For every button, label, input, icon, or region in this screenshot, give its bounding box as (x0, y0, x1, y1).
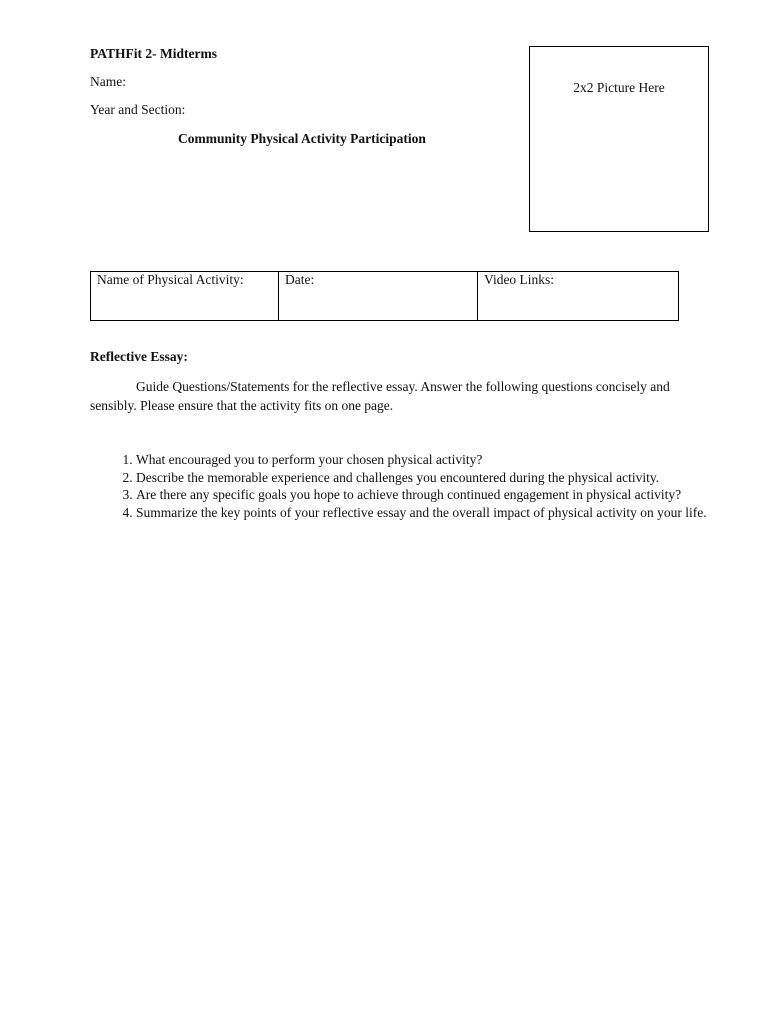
guide-paragraph: Guide Questions/Statements for the reflective essay. Answer the following questions concisely and sensibly. Please ensure that the activity fits on one page. (90, 379, 670, 413)
photo-placeholder-label: 2x2 Picture Here (573, 80, 665, 95)
list-item: 2. Describe the memorable experience and challenges you encountered during the physical activity. (136, 469, 726, 487)
activity-info-table (90, 271, 679, 321)
table-row (91, 272, 679, 321)
list-item: 3. Are there any specific goals you hope to achieve through continued engagement in physical activity? (136, 486, 726, 504)
reflective-essay-heading: Reflective Essay: (90, 349, 188, 364)
name-field-label: Name: (90, 74, 126, 89)
year-section-field-label: Year and Section: (90, 102, 186, 117)
activity-heading: Community Physical Activity Participation (178, 131, 426, 146)
activity-name-cell: Name of Physical Activity: (91, 272, 279, 321)
video-links-cell: Video Links: (478, 272, 679, 321)
guide-questions-list (90, 451, 726, 521)
date-cell: Date: (279, 272, 478, 321)
list-item: 1. What encouraged you to perform your chosen physical activity? (136, 451, 726, 469)
document-title: PATHFit 2- Midterms (90, 46, 217, 61)
list-item: 4. Summarize the key points of your reflective essay and the overall impact of physical activity on your life. (136, 504, 726, 522)
photo-placeholder-box (529, 46, 709, 232)
